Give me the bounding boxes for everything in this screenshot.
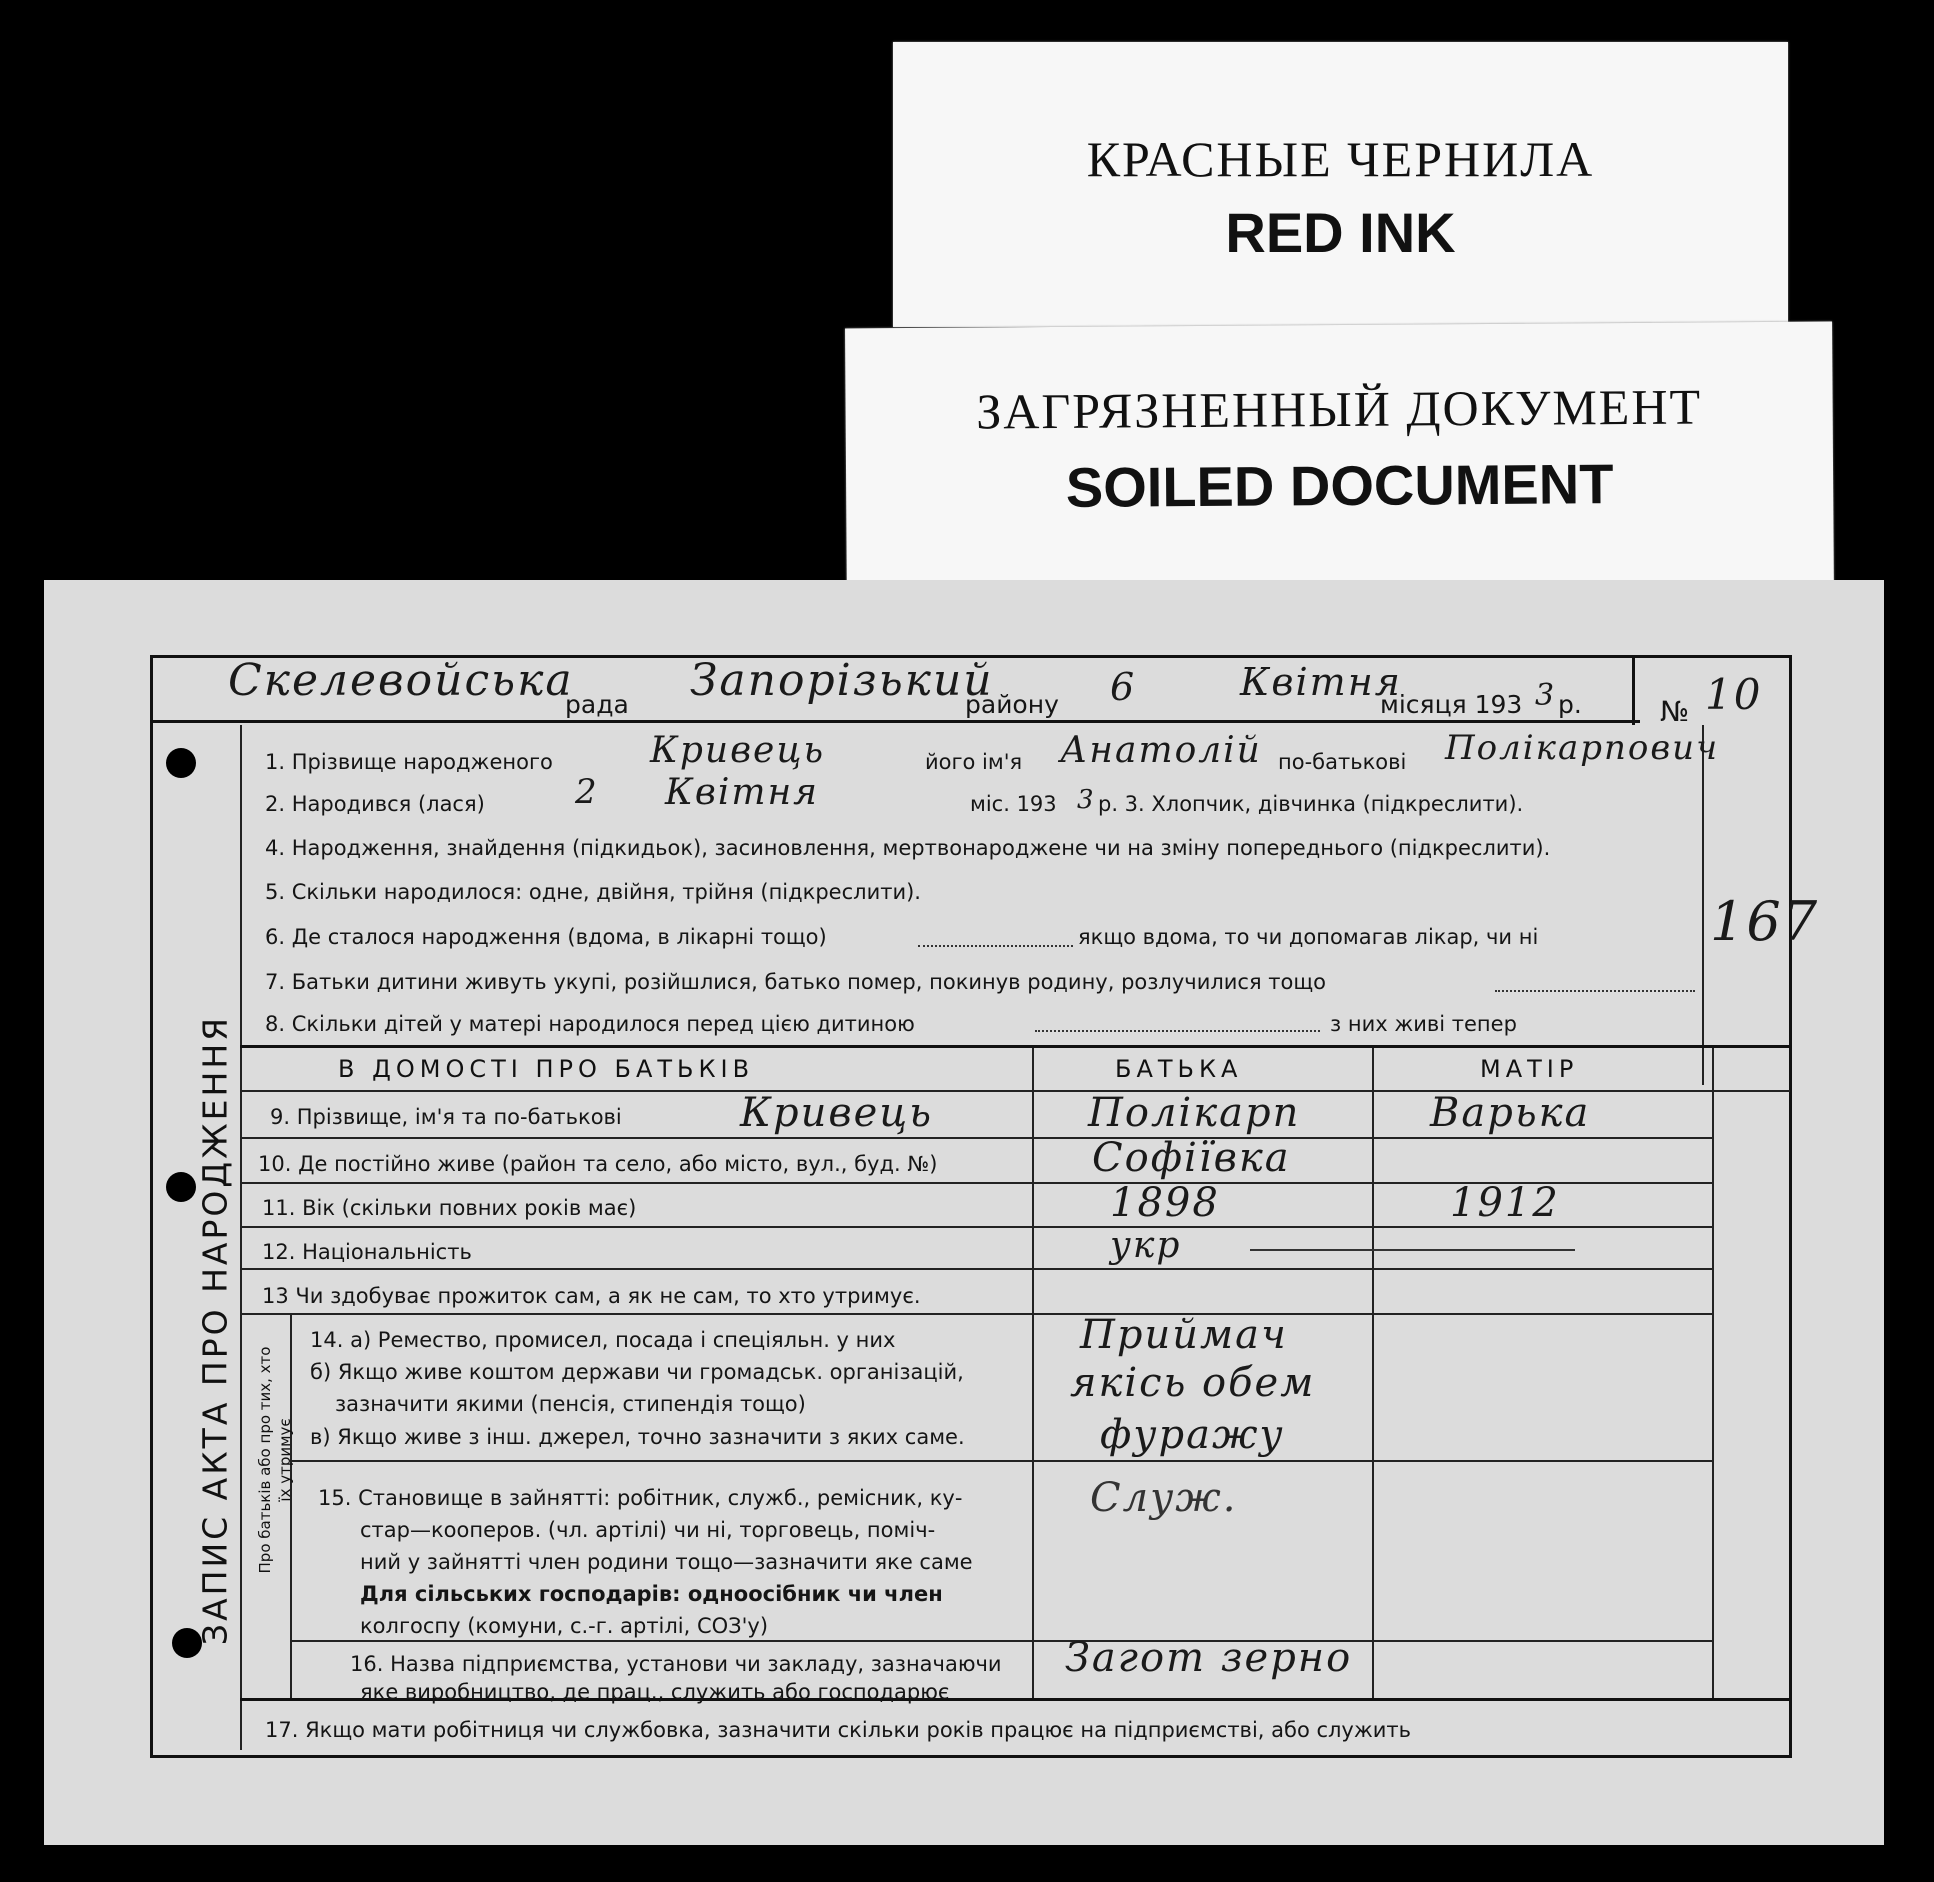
row6-place-label: 6. Де сталося народження (вдома, в лікарні тощо) [265,925,827,949]
year-suffix: р. [1558,690,1582,719]
row11-mother-handwritten: 1912 [1450,1180,1560,1226]
row5-label: 5. Скільки народилося: одне, двійня, трійня (підкреслити). [265,880,921,904]
red-ink-label-ru: КРАСНЫЕ ЧЕРНИЛА [1086,131,1595,187]
district-label: району [965,690,1059,719]
row1-name-handwritten: Анатолій [1060,730,1262,771]
row1-surname-handwritten: Кривець [650,730,826,771]
row7-label: 7. Батьки дитини живуть укупі, розійшлися, батько помер, покинув родину, розлучилися тощо [265,970,1326,994]
district-handwritten: Запорізький [690,655,994,706]
row9-label: 9. Прізвище, ім'я та по-батькові [270,1105,622,1129]
row16-label-1: 16. Назва підприємства, установи чи закладу, зазначаючи [350,1652,1002,1676]
row12-label: 12. Національність [262,1240,472,1264]
row14-handwritten-3: фуражу [1100,1412,1285,1458]
row1-patronymic-label: по-батькові [1278,750,1407,774]
soiled-document-label [845,322,1834,609]
table-header-father: БАТЬКА [1115,1055,1243,1083]
year-handwritten: 3 [1535,678,1557,713]
row8-alive-label: з них живі тепер [1330,1012,1517,1036]
row13-label: 13 Чи здобуває прожиток сам, а як не сам, то хто утримує. [262,1284,921,1308]
row16-handwritten: Загот зерно [1065,1635,1353,1681]
side-title: ЗАПИС АКТА ПРО НАРОДЖЕННЯ [195,1014,235,1646]
number-handwritten: 10 [1705,670,1763,719]
margin-number-handwritten: 167 [1710,890,1820,953]
row15-label-1: 15. Становище в зайнятті: робітник, служб., ремісник, ку- [318,1486,963,1510]
row15-label-4: Для сільських господарів: одноосібник чи член [360,1582,943,1606]
row2-month-handwritten: Квітня [665,772,820,813]
soiled-label-en: SOILED DOCUMENT [1065,452,1614,519]
day-handwritten: 6 [1110,665,1137,709]
side-subtitle-line2: їх утримує [276,1418,294,1502]
row2-year-handwritten: 3 [1077,785,1096,815]
red-ink-label [893,42,1788,327]
row14-handwritten-1: Приймач [1080,1312,1288,1358]
row14c-label: в) Якщо живе з інш. джерел, точно зазначити з яких саме. [310,1425,965,1449]
row2-month-label: міс. 193 [970,792,1057,816]
row9-surname-handwritten: Кривець [740,1090,933,1136]
row1-patronymic-handwritten: Полікарпович [1445,728,1720,768]
row1-surname-label: 1. Прізвище народженого [265,750,553,774]
red-ink-label-en: RED INK [1225,201,1456,264]
row6-doctor-label: якщо вдома, то чи допомагав лікар, чи ні [1078,925,1539,949]
row12-handwritten: укр [1110,1225,1182,1266]
row10-label: 10. Де постійно живе (район та село, або місто, вул., буд. №) [258,1152,938,1176]
row11-father-handwritten: 1898 [1110,1180,1220,1226]
row15-label-2: стар—коопеpов. (чл. артілі) чи ні, торговець, поміч- [360,1518,936,1542]
table-header-info: В ДОМОСТІ ПРО БАТЬКІВ [338,1055,755,1083]
row10-handwritten: Софіївка [1092,1135,1291,1181]
row15-label-3: ний у зайнятті член родини тощо—зазначити яке саме [360,1550,973,1574]
row17-label: 17. Якщо мати робітниця чи службовка, зазначити скільки років працює на підприємстві, або служить [265,1718,1412,1742]
row2-born-label: 2. Народився (лася) [265,792,485,816]
row14b-label-1: б) Якщо живе коштом держави чи громадськ. організацій, [310,1360,964,1384]
punch-hole [166,748,196,778]
punch-hole [166,1172,196,1202]
row15-label-5: колгоспу (комуни, с.-г. артілі, СОЗ'у) [360,1614,769,1638]
row1-name-label: його ім'я [925,750,1023,774]
row8-children-label: 8. Скільки дітей у матері народилося перед цією дитиною [265,1012,915,1036]
month-handwritten: Квітня [1240,660,1402,704]
row14-handwritten-2: якісь обем [1070,1360,1316,1406]
row9-father-handwritten: Полікарп [1088,1090,1301,1136]
side-subtitle [255,1347,295,1574]
table-header-mother: МАТІР [1480,1055,1579,1083]
council-label: рада [565,690,629,719]
row14a-label: 14. а) Ремество, промисел, посада і спеціяльн. у них [310,1328,896,1352]
row4-label: 4. Народження, знайдення (підкидьок), засиновлення, мертвонароджене чи на зміну попереднього (підкреслити). [265,836,1551,860]
council-handwritten: Скелевойська [228,655,574,706]
number-label: № [1660,695,1690,728]
row2-day-handwritten: 2 [575,772,599,812]
row16-label-2: яке виробництво, де прац., служить або господарює [360,1680,950,1704]
row3-sex-label: р. 3. Хлопчик, дівчинка (підкреслити). [1098,792,1524,816]
soiled-label-ru: ЗАГРЯЗНЕННЫЙ ДОКУМЕНТ [976,378,1703,440]
side-subtitle-line1: Про батьків або про тих, хто [256,1346,274,1574]
row9-mother-handwritten: Варька [1430,1090,1591,1136]
month-label: місяця 193 [1380,690,1523,719]
row14b-label-2: зазначити якими (пенсія, стипендія тощо) [335,1392,806,1416]
row15-handwritten: Служ. [1090,1475,1238,1521]
row11-label: 11. Вік (скільки повних років має) [262,1196,637,1220]
